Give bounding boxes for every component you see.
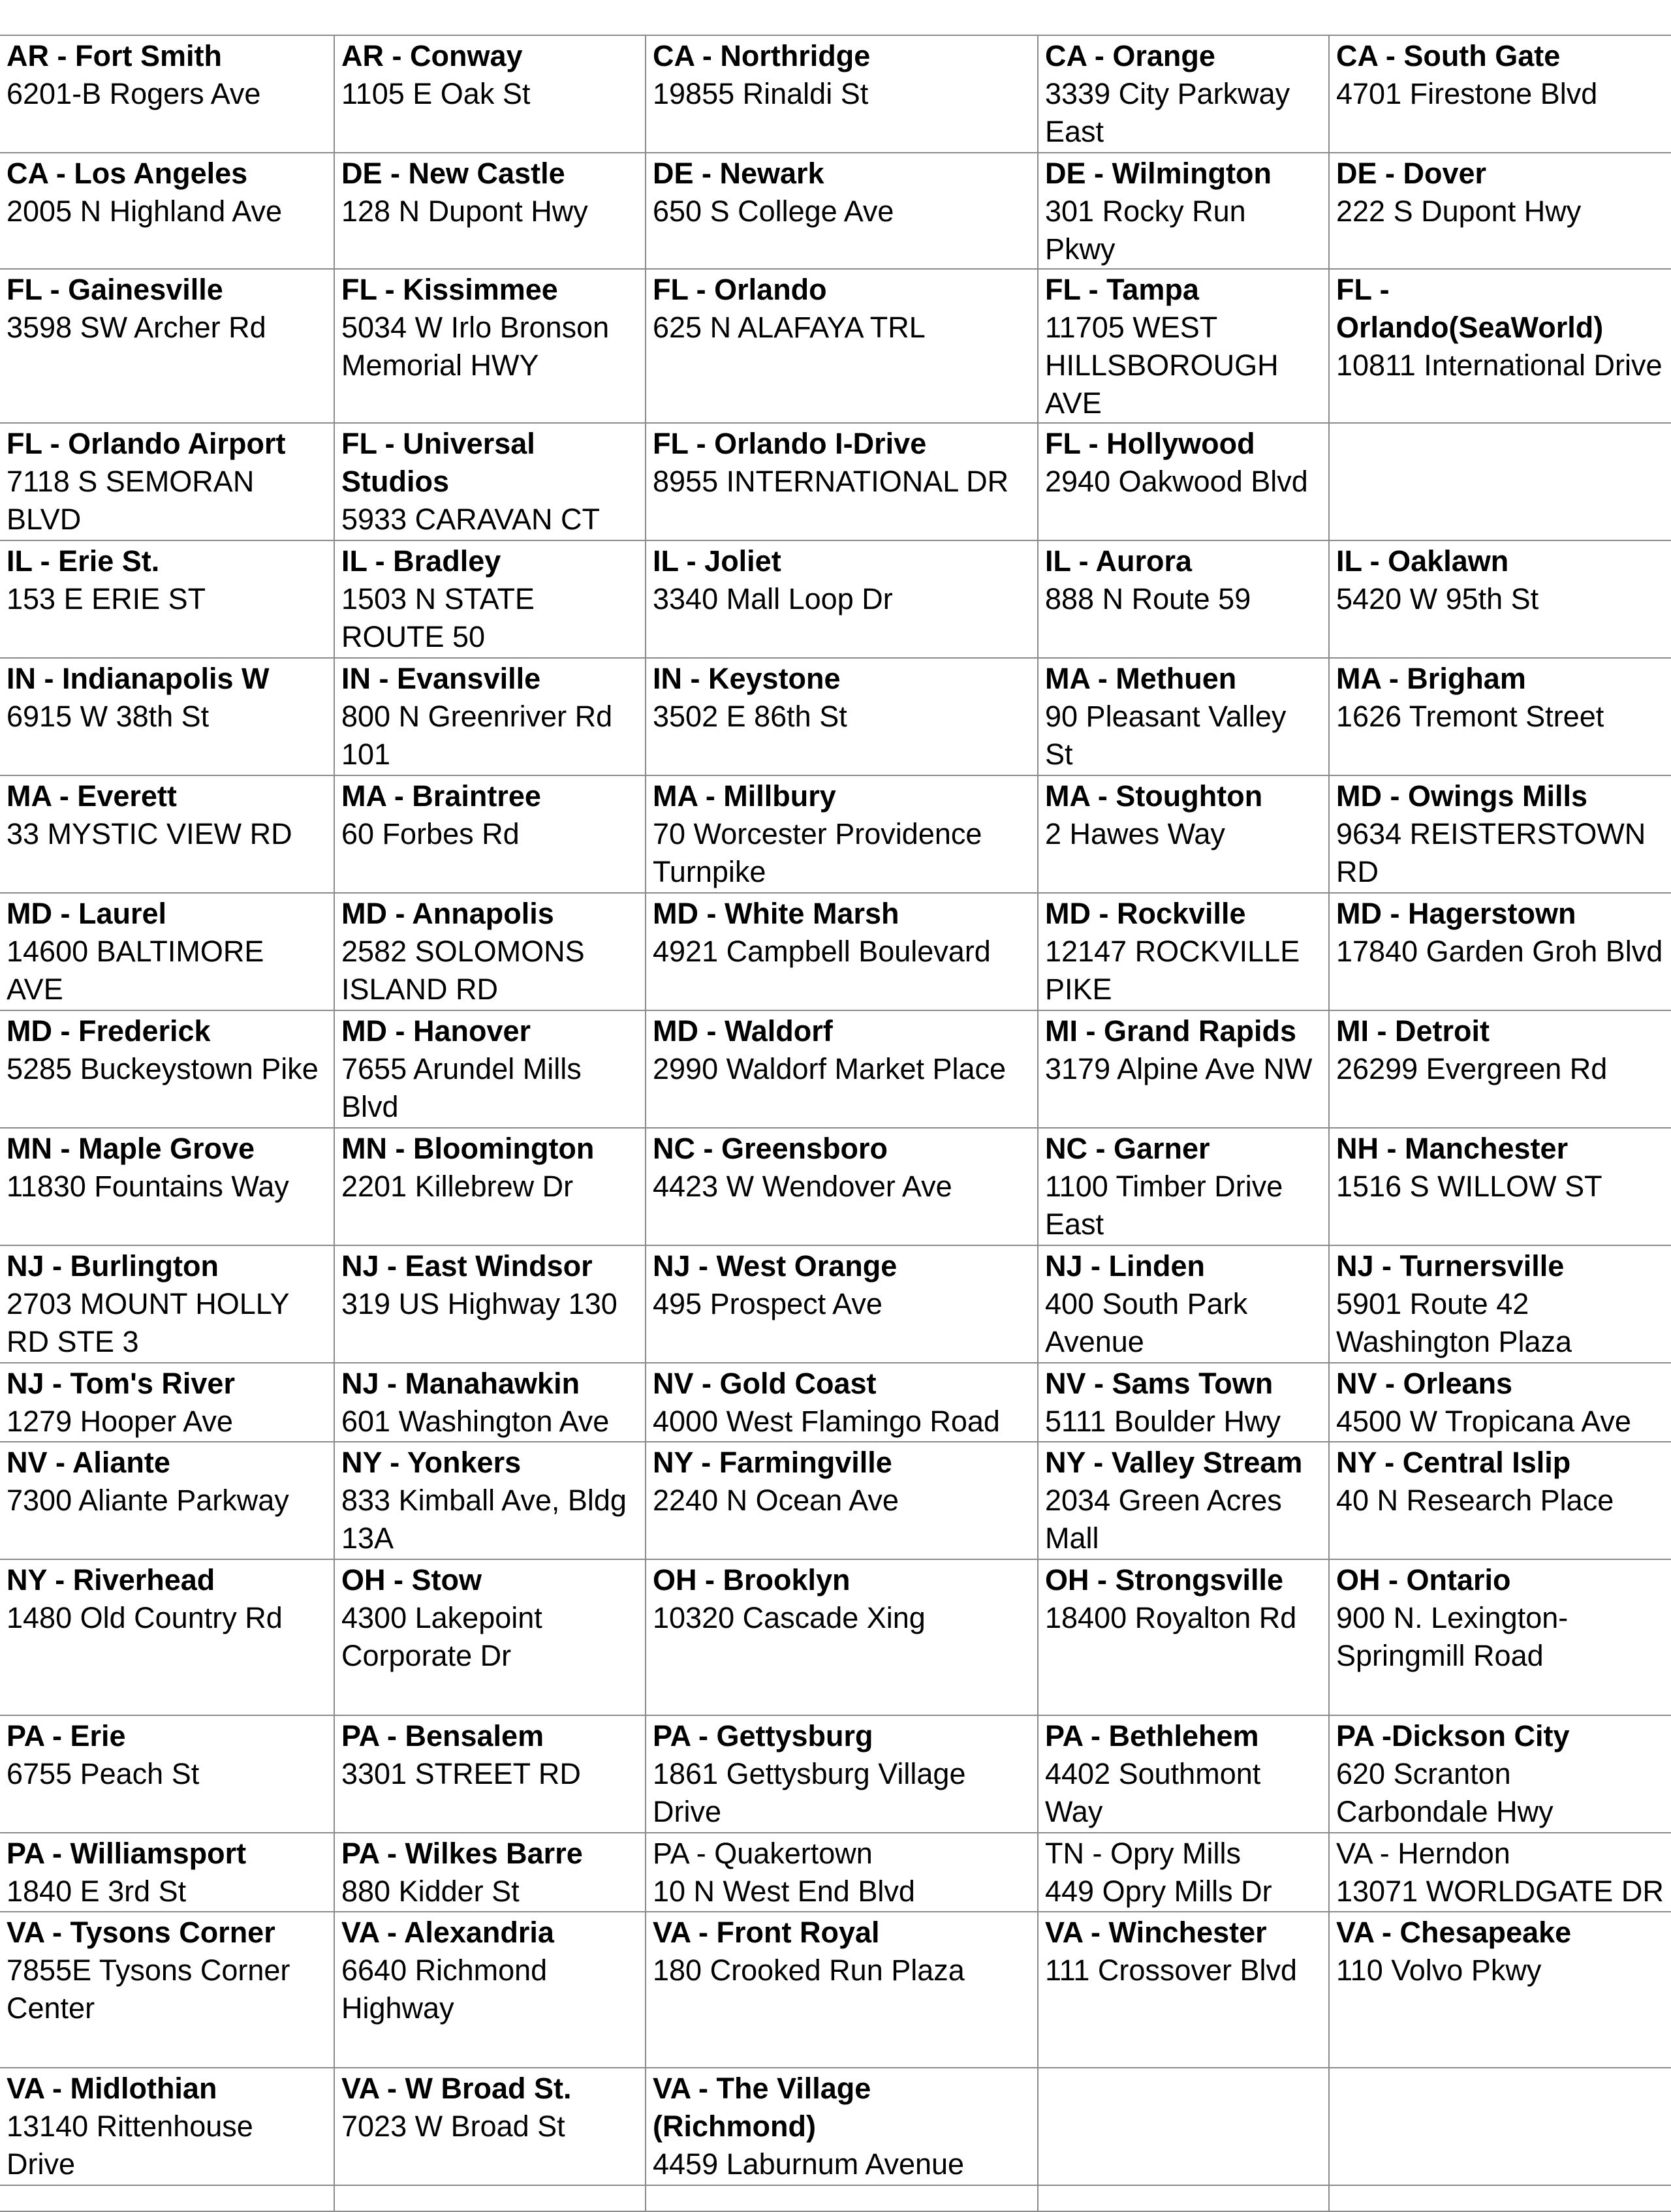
- location-cell: [646, 2068, 1038, 2185]
- location-name: IL - Bradley: [341, 544, 501, 578]
- location-name: NV - Orleans: [1336, 1367, 1513, 1400]
- location-address: 10 N West End Blvd: [653, 1875, 915, 1908]
- location-cell: [334, 153, 646, 269]
- location-name: DE - New Castle: [341, 157, 565, 190]
- location-address: 2 Hawes Way: [1045, 817, 1225, 850]
- location-address: 153 E ERIE ST: [7, 582, 206, 615]
- table-row: [0, 2068, 1671, 2185]
- location-cell: [646, 1833, 1038, 1912]
- location-name: VA - Alexandria: [341, 1916, 554, 1949]
- location-name: FL - Gainesville: [7, 273, 223, 306]
- table-row: [0, 1128, 1671, 1245]
- location-name: NJ - Turnersville: [1336, 1249, 1565, 1283]
- location-name: NV - Aliante: [7, 1446, 170, 1479]
- location-cell: [334, 269, 646, 423]
- location-cell: [1038, 153, 1329, 269]
- location-address: 900 N. Lexington-Springmill Road: [1336, 1601, 1569, 1672]
- location-address: 888 N Route 59: [1045, 582, 1251, 615]
- location-name: VA - Front Royal: [653, 1916, 880, 1949]
- location-address: 7855E Tysons Corner Center: [7, 1954, 290, 2025]
- location-address: 4000 West Flamingo Road: [653, 1405, 1000, 1438]
- location-cell: [0, 1010, 334, 1128]
- location-address: 2990 Waldorf Market Place: [653, 1052, 1007, 1085]
- location-cell: [334, 1912, 646, 2068]
- location-cell: [1038, 658, 1329, 775]
- location-address: 7023 W Broad St: [341, 2110, 565, 2143]
- location-cell: [0, 1715, 334, 1833]
- location-address: 33 MYSTIC VIEW RD: [7, 817, 292, 850]
- location-address: 6640 Richmond Highway: [341, 1954, 548, 2025]
- location-cell: [1038, 1715, 1329, 1833]
- location-name: MD - White Marsh: [653, 897, 899, 930]
- location-address: 2240 N Ocean Ave: [653, 1484, 899, 1517]
- location-address: 319 US Highway 130: [341, 1287, 617, 1320]
- location-cell: [646, 423, 1038, 540]
- location-cell: [0, 658, 334, 775]
- location-cell: [334, 35, 646, 153]
- location-cell: [646, 1128, 1038, 1245]
- location-cell: [1038, 35, 1329, 153]
- location-cell: [334, 2068, 646, 2185]
- location-address: 6915 W 38th St: [7, 700, 210, 733]
- location-cell: [0, 1833, 334, 1912]
- location-address: 400 South Park Avenue: [1045, 1287, 1248, 1358]
- location-address: 4423 W Wendover Ave: [653, 1170, 952, 1203]
- location-name: FL - Universal Studios: [341, 427, 535, 498]
- location-address: 5933 CARAVAN CT: [341, 503, 600, 536]
- location-cell: [1329, 423, 1671, 540]
- location-name: MD - Hanover: [341, 1014, 531, 1048]
- location-cell: [1038, 775, 1329, 893]
- location-address: 7300 Aliante Parkway: [7, 1484, 289, 1517]
- location-name: NC - Garner: [1045, 1132, 1210, 1165]
- location-cell: [0, 775, 334, 893]
- location-name: OH - Brooklyn: [653, 1563, 851, 1597]
- location-address: 9634 REISTERSTOWN RD: [1336, 817, 1646, 888]
- location-cell: [334, 1128, 646, 1245]
- location-name: NY - Yonkers: [341, 1446, 522, 1479]
- location-name: AR - Fort Smith: [7, 39, 222, 72]
- location-cell: [334, 1559, 646, 1715]
- location-cell: [0, 893, 334, 1010]
- location-address: 70 Worcester Providence Turnpike: [653, 817, 982, 888]
- table-row: [0, 540, 1671, 658]
- location-name: IL - Erie St.: [7, 544, 160, 578]
- location-address: 2703 MOUNT HOLLY RD STE 3: [7, 1287, 289, 1358]
- location-cell: [646, 1559, 1038, 1715]
- location-cell: [1329, 540, 1671, 658]
- location-address: 4300 Lakepoint Corporate Dr: [341, 1601, 542, 1672]
- location-name: NJ - Tom's River: [7, 1367, 235, 1400]
- location-cell: [646, 1363, 1038, 1442]
- locations-table-body: [0, 35, 1671, 2211]
- location-name: MD - Laurel: [7, 897, 167, 930]
- location-cell: [646, 1912, 1038, 2068]
- table-row: [0, 658, 1671, 775]
- location-cell: [0, 1442, 334, 1559]
- location-cell: [1038, 1128, 1329, 1245]
- location-name: MD - Frederick: [7, 1014, 211, 1048]
- location-address: 3598 SW Archer Rd: [7, 311, 266, 344]
- location-address: 40 N Research Place: [1336, 1484, 1614, 1517]
- table-row: [0, 1559, 1671, 1715]
- location-name: FL - Tampa: [1045, 273, 1199, 306]
- table-row: [0, 35, 1671, 153]
- location-cell: [1329, 35, 1671, 153]
- location-cell: [646, 269, 1038, 423]
- location-address: 4701 Firestone Blvd: [1336, 77, 1598, 110]
- location-name: NJ - West Orange: [653, 1249, 898, 1283]
- location-name: TN - Opry Mills: [1045, 1837, 1241, 1870]
- location-cell: [646, 893, 1038, 1010]
- location-name: FL - Orlando Airport: [7, 427, 286, 460]
- location-cell: [334, 1833, 646, 1912]
- location-address: 5111 Boulder Hwy: [1045, 1405, 1281, 1438]
- location-cell: [334, 2185, 646, 2211]
- location-name: OH - Strongsville: [1045, 1563, 1284, 1597]
- location-cell: [646, 153, 1038, 269]
- location-name: PA - Quakertown: [653, 1837, 873, 1870]
- location-address: 12147 ROCKVILLE PIKE: [1045, 935, 1300, 1006]
- location-name: OH - Ontario: [1336, 1563, 1511, 1597]
- location-name: CA - South Gate: [1336, 39, 1561, 72]
- location-cell: [1329, 2185, 1671, 2211]
- location-name: VA - Chesapeake: [1336, 1916, 1572, 1949]
- location-address: 180 Crooked Run Plaza: [653, 1954, 965, 1987]
- location-address: 1516 S WILLOW ST: [1336, 1170, 1602, 1203]
- location-name: MI - Grand Rapids: [1045, 1014, 1297, 1048]
- location-name: CA - Northridge: [653, 39, 871, 72]
- location-name: FL - Orlando: [653, 273, 827, 306]
- location-name: MN - Maple Grove: [7, 1132, 255, 1165]
- location-name: PA -Dickson City: [1336, 1719, 1570, 1752]
- location-address: 26299 Evergreen Rd: [1336, 1052, 1608, 1085]
- location-cell: [646, 658, 1038, 775]
- location-address: 13071 WORLDGATE DR: [1336, 1875, 1664, 1908]
- location-name: PA - Bensalem: [341, 1719, 544, 1752]
- location-address: 625 N ALAFAYA TRL: [653, 311, 926, 344]
- location-cell: [1038, 1559, 1329, 1715]
- location-name: CA - Orange: [1045, 39, 1215, 72]
- location-cell: [1038, 423, 1329, 540]
- location-cell: [1038, 1912, 1329, 2068]
- location-address: 3339 City Parkway East: [1045, 77, 1290, 148]
- location-address: 90 Pleasant Valley St: [1045, 700, 1287, 771]
- location-name: PA - Williamsport: [7, 1837, 247, 1870]
- location-address: 19855 Rinaldi St: [653, 77, 869, 110]
- location-cell: [1038, 1833, 1329, 1912]
- location-address: 10811 International Drive: [1336, 349, 1663, 382]
- location-address: 8955 INTERNATIONAL DR: [653, 465, 1009, 498]
- table-row: [0, 1715, 1671, 1833]
- location-name: IN - Evansville: [341, 662, 541, 695]
- location-cell: [1329, 1912, 1671, 2068]
- location-address: 1100 Timber Drive East: [1045, 1170, 1283, 1241]
- location-name: MA - Braintree: [341, 779, 541, 813]
- location-cell: [646, 775, 1038, 893]
- location-cell: [646, 35, 1038, 153]
- location-cell: [0, 1128, 334, 1245]
- location-address: 1840 E 3rd St: [7, 1875, 187, 1908]
- location-name: IL - Joliet: [653, 544, 781, 578]
- location-cell: [334, 1442, 646, 1559]
- location-cell: [334, 893, 646, 1010]
- locations-table: [0, 35, 1671, 2212]
- location-cell: [1329, 1833, 1671, 1912]
- location-cell: [1038, 893, 1329, 1010]
- location-cell: [1329, 269, 1671, 423]
- location-address: 2582 SOLOMONS ISLAND RD: [341, 935, 585, 1006]
- location-address: 4921 Campbell Boulevard: [653, 935, 991, 968]
- location-cell: [646, 2185, 1038, 2211]
- location-address: 111 Crossover Blvd: [1045, 1954, 1297, 1987]
- location-cell: [0, 35, 334, 153]
- location-address: 1861 Gettysburg Village Drive: [653, 1757, 966, 1828]
- location-name: VA - The Village (Richmond): [653, 2072, 871, 2143]
- location-cell: [646, 1715, 1038, 1833]
- location-cell: [334, 1010, 646, 1128]
- location-cell: [1329, 1442, 1671, 1559]
- location-name: VA - Herndon: [1336, 1837, 1510, 1870]
- location-address: 4459 Laburnum Avenue: [653, 2147, 965, 2181]
- table-row: [0, 269, 1671, 423]
- location-address: 3502 E 86th St: [653, 700, 847, 733]
- location-address: 620 Scranton Carbondale Hwy: [1336, 1757, 1554, 1828]
- location-cell: [1038, 2068, 1329, 2185]
- table-row: [0, 423, 1671, 540]
- table-row: [0, 1833, 1671, 1912]
- location-address: 1279 Hooper Ave: [7, 1405, 233, 1438]
- location-address: 7118 S SEMORAN BLVD: [7, 465, 255, 536]
- location-cell: [0, 2185, 334, 2211]
- location-cell: [1329, 1715, 1671, 1833]
- location-address: 60 Forbes Rd: [341, 817, 520, 850]
- table-row: [0, 1442, 1671, 1559]
- location-address: 5901 Route 42 Washington Plaza: [1336, 1287, 1572, 1358]
- location-cell: [334, 1715, 646, 1833]
- location-name: FL - Orlando I-Drive: [653, 427, 927, 460]
- location-name: MA - Everett: [7, 779, 177, 813]
- location-cell: [1038, 1363, 1329, 1442]
- location-address: 4402 Southmont Way: [1045, 1757, 1261, 1828]
- location-cell: [1329, 658, 1671, 775]
- location-cell: [0, 153, 334, 269]
- location-address: 5285 Buckeystown Pike: [7, 1052, 319, 1085]
- location-address: 6201-B Rogers Ave: [7, 77, 261, 110]
- location-name: FL - Kissimmee: [341, 273, 558, 306]
- location-address: 4500 W Tropicana Ave: [1336, 1405, 1631, 1438]
- location-name: MA - Stoughton: [1045, 779, 1263, 813]
- location-cell: [0, 540, 334, 658]
- location-name: NY - Farmingville: [653, 1446, 892, 1479]
- table-row: [0, 893, 1671, 1010]
- location-cell: [334, 423, 646, 540]
- location-address: 2005 N Highland Ave: [7, 195, 282, 228]
- location-name: NY - Central Islip: [1336, 1446, 1571, 1479]
- location-name: MA - Brigham: [1336, 662, 1526, 695]
- location-address: 800 N Greenriver Rd 101: [341, 700, 613, 771]
- location-cell: [0, 2068, 334, 2185]
- location-cell: [0, 269, 334, 423]
- location-name: MI - Detroit: [1336, 1014, 1490, 1048]
- location-address: 1626 Tremont Street: [1336, 700, 1604, 733]
- location-address: 110 Volvo Pkwy: [1336, 1954, 1542, 1987]
- location-name: MA - Methuen: [1045, 662, 1237, 695]
- location-cell: [1038, 1010, 1329, 1128]
- location-cell: [334, 658, 646, 775]
- location-address: 2034 Green Acres Mall: [1045, 1484, 1282, 1555]
- location-name: MD - Rockville: [1045, 897, 1246, 930]
- location-cell: [646, 1245, 1038, 1363]
- location-name: DE - Newark: [653, 157, 824, 190]
- location-address: 880 Kidder St: [341, 1875, 520, 1908]
- location-cell: [334, 775, 646, 893]
- location-address: 11830 Fountains Way: [7, 1170, 289, 1203]
- location-address: 301 Rocky Run Pkwy: [1045, 195, 1246, 266]
- location-name: VA - W Broad St.: [341, 2072, 572, 2105]
- location-cell: [0, 1912, 334, 2068]
- location-cell: [646, 1442, 1038, 1559]
- location-cell: [334, 1245, 646, 1363]
- location-name: MD - Annapolis: [341, 897, 554, 930]
- location-cell: [1329, 1010, 1671, 1128]
- location-address: 7655 Arundel Mills Blvd: [341, 1052, 582, 1123]
- table-row: [0, 1245, 1671, 1363]
- location-address: 222 S Dupont Hwy: [1336, 195, 1582, 228]
- location-name: VA - Tysons Corner: [7, 1916, 275, 1949]
- location-name: FL - Orlando(SeaWorld): [1336, 273, 1604, 344]
- location-name: FL - Hollywood: [1045, 427, 1255, 460]
- location-name: IN - Indianapolis W: [7, 662, 270, 695]
- location-cell: [1038, 1442, 1329, 1559]
- location-address: 18400 Royalton Rd: [1045, 1601, 1297, 1634]
- location-address: 833 Kimball Ave, Bldg 13A: [341, 1484, 627, 1555]
- location-cell: [1038, 540, 1329, 658]
- location-address: 650 S College Ave: [653, 195, 894, 228]
- location-name: NJ - East Windsor: [341, 1249, 593, 1283]
- location-address: 1105 E Oak St: [341, 77, 531, 110]
- location-cell: [334, 1363, 646, 1442]
- location-address: 449 Opry Mills Dr: [1045, 1875, 1272, 1908]
- location-name: CA - Los Angeles: [7, 157, 248, 190]
- location-cell: [1329, 1128, 1671, 1245]
- location-name: MD - Hagerstown: [1336, 897, 1576, 930]
- location-cell: [0, 1363, 334, 1442]
- location-name: IN - Keystone: [653, 662, 841, 695]
- location-name: NC - Greensboro: [653, 1132, 888, 1165]
- location-name: NJ - Linden: [1045, 1249, 1205, 1283]
- location-name: NJ - Manahawkin: [341, 1367, 580, 1400]
- location-address: 5420 W 95th St: [1336, 582, 1539, 615]
- location-cell: [0, 423, 334, 540]
- location-cell: [646, 540, 1038, 658]
- location-address: 2201 Killebrew Dr: [341, 1170, 574, 1203]
- location-cell: [1329, 1245, 1671, 1363]
- location-cell: [1038, 2185, 1329, 2211]
- location-name: MA - Millbury: [653, 779, 836, 813]
- location-address: 1503 N STATE ROUTE 50: [341, 582, 535, 653]
- location-address: 128 N Dupont Hwy: [341, 195, 588, 228]
- location-name: NY - Valley Stream: [1045, 1446, 1303, 1479]
- location-name: PA - Gettysburg: [653, 1719, 873, 1752]
- location-name: DE - Wilmington: [1045, 157, 1272, 190]
- location-cell: [1329, 2068, 1671, 2185]
- location-name: MD - Owings Mills: [1336, 779, 1588, 813]
- location-cell: [1038, 269, 1329, 423]
- location-name: NY - Riverhead: [7, 1563, 215, 1597]
- location-address: 10320 Cascade Xing: [653, 1601, 926, 1634]
- location-cell: [0, 1245, 334, 1363]
- table-row: [0, 1363, 1671, 1442]
- location-cell: [1329, 1559, 1671, 1715]
- location-name: OH - Stow: [341, 1563, 482, 1597]
- table-row: [0, 2185, 1671, 2211]
- table-row: [0, 1010, 1671, 1128]
- location-address: 1480 Old Country Rd: [7, 1601, 283, 1634]
- location-name: AR - Conway: [341, 39, 523, 72]
- location-name: MN - Bloomington: [341, 1132, 595, 1165]
- location-address: 6755 Peach St: [7, 1757, 200, 1790]
- location-address: 3340 Mall Loop Dr: [653, 582, 893, 615]
- location-address: 11705 WEST HILLSBOROUGH AVE: [1045, 311, 1279, 420]
- location-address: 2940 Oakwood Blvd: [1045, 465, 1308, 498]
- location-address: 5034 W Irlo Bronson Memorial HWY: [341, 311, 610, 382]
- locations-sheet: [0, 35, 1671, 2181]
- table-row: [0, 153, 1671, 269]
- location-cell: [1329, 153, 1671, 269]
- location-name: DE - Dover: [1336, 157, 1487, 190]
- location-name: NV - Sams Town: [1045, 1367, 1273, 1400]
- table-row: [0, 775, 1671, 893]
- location-name: IL - Aurora: [1045, 544, 1193, 578]
- location-cell: [1329, 893, 1671, 1010]
- location-cell: [334, 540, 646, 658]
- location-name: NV - Gold Coast: [653, 1367, 877, 1400]
- location-name: PA - Wilkes Barre: [341, 1837, 583, 1870]
- location-cell: [0, 1559, 334, 1715]
- location-address: 601 Washington Ave: [341, 1405, 610, 1438]
- location-cell: [1038, 1245, 1329, 1363]
- location-name: PA - Bethlehem: [1045, 1719, 1259, 1752]
- location-name: PA - Erie: [7, 1719, 126, 1752]
- location-name: VA - Winchester: [1045, 1916, 1267, 1949]
- location-address: 17840 Garden Groh Blvd: [1336, 935, 1663, 968]
- location-cell: [646, 1010, 1038, 1128]
- location-address: 13140 Rittenhouse Drive: [7, 2110, 253, 2181]
- location-address: 3179 Alpine Ave NW: [1045, 1052, 1313, 1085]
- location-cell: [1329, 775, 1671, 893]
- location-address: 3301 STREET RD: [341, 1757, 581, 1790]
- location-name: NJ - Burlington: [7, 1249, 219, 1283]
- location-name: VA - Midlothian: [7, 2072, 217, 2105]
- location-address: 14600 BALTIMORE AVE: [7, 935, 264, 1006]
- location-address: 495 Prospect Ave: [653, 1287, 882, 1320]
- table-row: [0, 1912, 1671, 2068]
- location-cell: [1329, 1363, 1671, 1442]
- location-name: MD - Waldorf: [653, 1014, 833, 1048]
- location-name: NH - Manchester: [1336, 1132, 1569, 1165]
- location-name: IL - Oaklawn: [1336, 544, 1509, 578]
